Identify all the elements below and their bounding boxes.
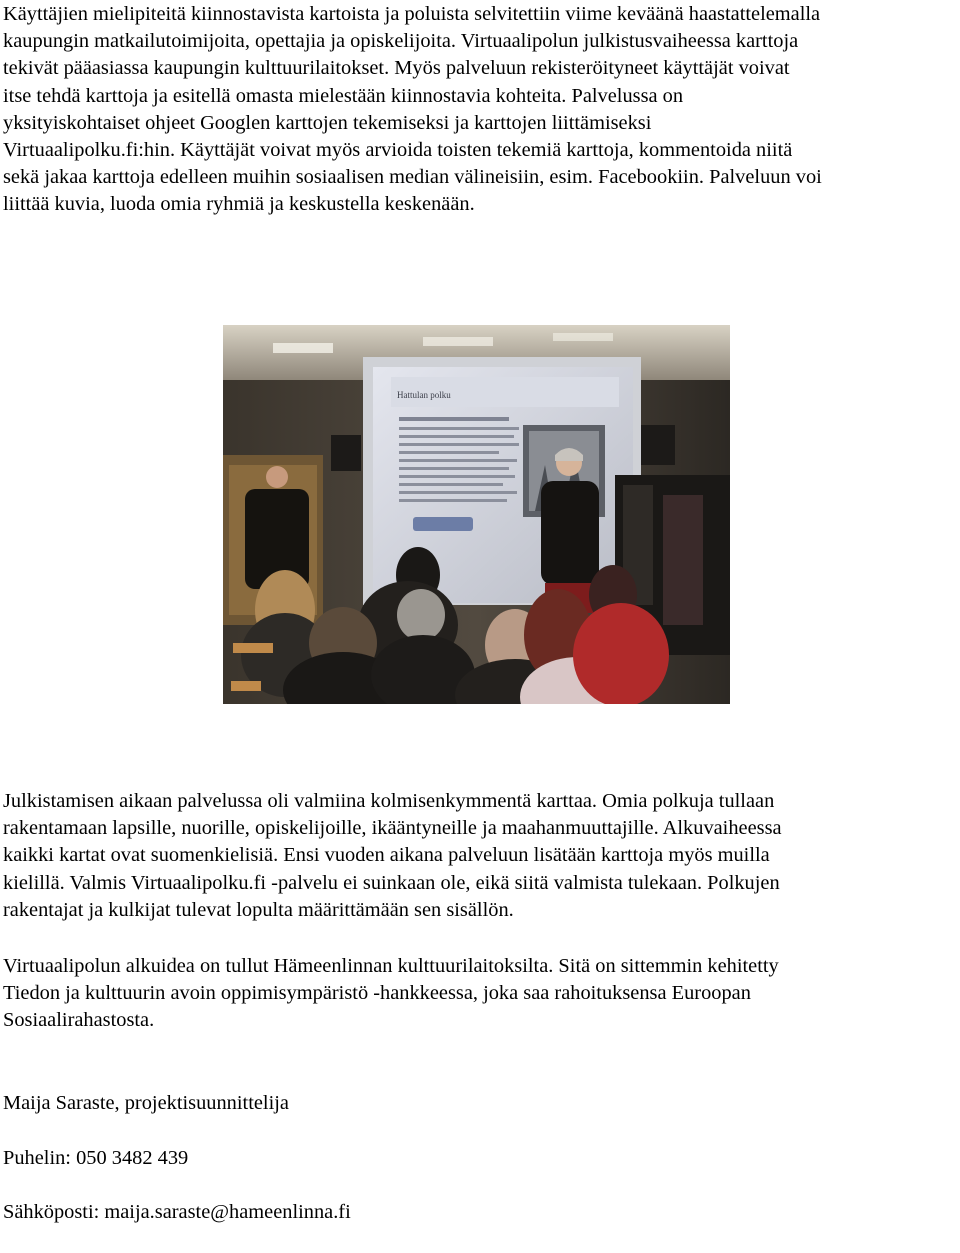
origin-paragraph: Virtuaalipolun alkuidea on tullut Hämeenlinnan kulttuurilaitoksilta. Sitä on sittemmin kehitetty Tiedon ja kulttuurin avoin oppimisympäristö -hankkeessa, joka saa rahoituksensa Euroopan Sosiaalirahastosta. (3, 955, 779, 1032)
contact-name: Maija Saraste, projektisuunnittelija (3, 1092, 289, 1115)
contact-phone: Puhelin: 050 3482 439 (3, 1146, 189, 1169)
presentation-photo (223, 325, 730, 704)
screen-heading: Hattulan polku (397, 390, 451, 400)
contact-email: Sähköposti: maija.saraste@hameenlinna.fi (3, 1201, 351, 1224)
launch-paragraph: Julkistamisen aikaan palvelussa oli valmiina kolmisenkymmentä karttaa. Omia polkuja tullaan rakentamaan lapsille, nuorille, opiskelijoille, ikääntyneille ja maahanmuuttajille. Alkuvaiheessa kaikki kartat ovat suomenkielisiä. Ensi vuoden aikana palveluun lisätään karttoja myös muilla kielillä. Valmis Virtuaalipolku.fi -palvelu ei suinkaan ole, eikä siitä valmista tulekaan. Polkujen rakentajat ja kulkijat tulevat lopulta määrittämään sen sisällön. (3, 790, 782, 921)
intro-paragraph: Käyttäjien mielipiteitä kiinnostavista kartoista ja poluista selvitettiin viime keväänä haastattelemalla kaupungin matkailutoimijoita, opettajia ja opiskelijoita. Virtuaalipolun julkistusvaiheessa karttoja tekivät pääasiassa kaupungin kulttuurilaitokset. Myös palveluun rekisteröityneet käyttäjät voivat itse tehdä karttoja ja esitellä omasta mielestään kiinnostavia kohteita. Palvelussa on yksityiskohtaiset ohjeet Googlen karttojen tekemiseksi ja karttojen liittämiseksi Virtuaalipolku.fi:hin. Käyttäjät voivat myös arvioida toisten tekemiä karttoja, kommentoida niitä sekä jakaa karttoja edelleen muihin sosiaalisen median välineisiin, esim. Facebookiin. Palveluun voi liittää kuvia, luoda omia ryhmiä ja keskustella keskenään. (3, 3, 822, 216)
contact-block (3, 1063, 958, 1253)
